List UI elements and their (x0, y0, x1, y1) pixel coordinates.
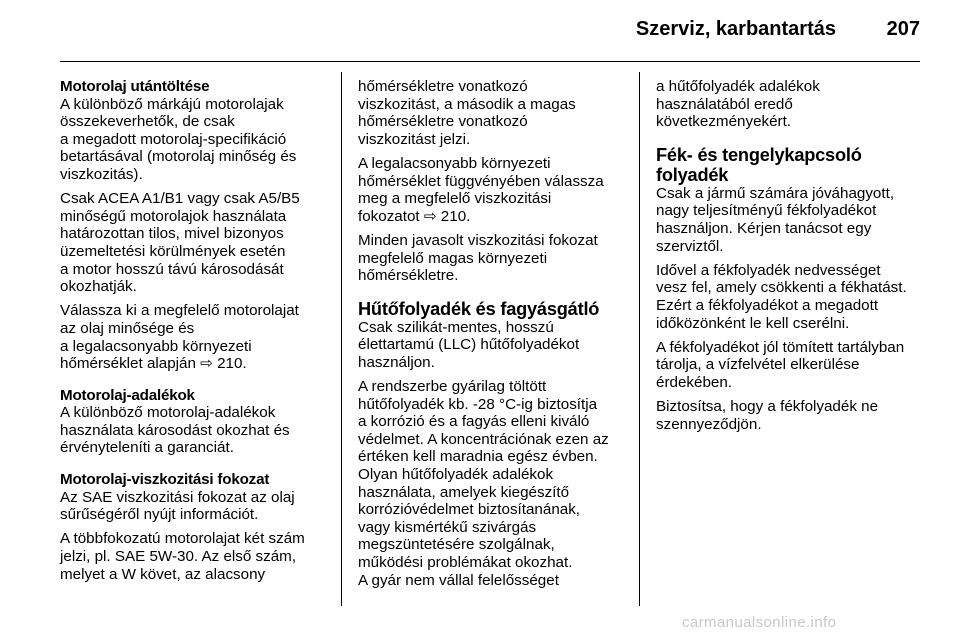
text-line: minőségű motorolajok használata (60, 207, 287, 225)
text-line: összekeverhetők, de csak (60, 113, 235, 131)
section-heading (60, 78, 330, 96)
paragraph-gap (358, 148, 628, 155)
paragraph-gap (60, 296, 330, 303)
text-line: vagy kismértékű szivárgás (358, 518, 537, 536)
text-line: Ezért a fékfolyadékot a megadott (656, 296, 879, 314)
text-line: Minden javasolt viszkozitási fokozat (358, 231, 598, 249)
text-line: okozhatják. (60, 278, 137, 296)
text-line: a megadott motorolaj-specifikáció (60, 130, 287, 148)
paragraph (656, 398, 926, 433)
text-line: Csak szilikát-mentes, hosszú (358, 318, 554, 336)
text-line: viszkozitást, a második a magas (358, 95, 576, 113)
paragraph-gap (60, 373, 330, 387)
paragraph-gap (60, 184, 330, 191)
section-heading (358, 299, 628, 319)
text-line: a legalacsonyabb környezeti (60, 337, 252, 355)
text-line: Válassza ki a megfelelő motorolajat (60, 302, 299, 320)
section-heading (60, 387, 330, 405)
text-line: használata károsodást okozhat és (60, 421, 290, 439)
text-line: Hűtőfolyadék és fagyásgátló (358, 298, 600, 319)
text-line: Fék- és tengelykapcsoló (656, 144, 862, 165)
paragraph (358, 232, 628, 285)
text-line: Motorolaj-viszkozitási fokozat (60, 471, 270, 489)
text-line: Csak ACEA A1/B1 vagy csak A5/B5 (60, 190, 300, 208)
watermark: carmanualsonline.info (682, 614, 837, 631)
text-line: üzemeltetési körülmények esetén (60, 242, 286, 260)
paragraph-gap (60, 457, 330, 471)
text-line: hőmérsékletre. (358, 267, 459, 285)
text-line: megfelelő magas környezeti (358, 249, 548, 267)
header-rule (60, 61, 920, 62)
text-line: hőmérséklet alapján ⇨ 210. (60, 355, 247, 373)
text-line: a korrózió és a fagyás elleni kiváló (358, 413, 590, 431)
text-line: Motorolaj-adalékok (60, 386, 195, 404)
paragraph-gap (656, 255, 926, 262)
paragraph-gap (60, 524, 330, 531)
paragraph-gap (656, 332, 926, 339)
text-line: használatából eredő (656, 95, 793, 113)
text-line: A különböző márkájú motorolajak (60, 95, 284, 113)
section-heading (60, 471, 330, 489)
page-title: Szerviz, karbantartás (635, 18, 836, 40)
text-line: szerviztől. (656, 237, 724, 255)
paragraph (656, 262, 926, 332)
paragraph-gap (358, 285, 628, 299)
text-line: határozottan tilos, mivel bizonyos (60, 225, 284, 243)
text-line: A különböző motorolaj-adalékok (60, 404, 276, 422)
text-line: tárolja, a vízfelvétel elkerülése (656, 356, 860, 374)
text-line: használata, amelyek kiegészítő (358, 483, 570, 501)
text-line: korrózióvédelmet biztosítanának, (358, 501, 581, 519)
text-line: a motor hosszú távú károsodását (60, 260, 284, 278)
text-line: A gyár nem vállal felelősséget (358, 571, 559, 589)
paragraph (358, 78, 628, 148)
column-divider-1 (341, 72, 342, 606)
paragraph (60, 489, 330, 524)
text-line: fokozatot ⇨ 210. (358, 207, 471, 225)
paragraph (656, 339, 926, 392)
text-column-3 (656, 78, 926, 433)
paragraph (60, 96, 330, 184)
text-line: vesz fel, amely csökkenti a fékhatást. (656, 279, 907, 297)
text-line: A többfokozatú motorolajat két szám (60, 530, 305, 548)
text-line: szennyeződjön. (656, 415, 762, 433)
text-line: A fékfolyadékot jól tömített tartályban (656, 338, 905, 356)
text-line: nagy teljesítményű fékfolyadékot (656, 202, 877, 220)
paragraph-gap (656, 131, 926, 145)
paragraph (358, 319, 628, 372)
paragraph (656, 78, 926, 131)
paragraph (60, 190, 330, 296)
page-number: 207 (886, 18, 920, 40)
text-line: jelzi, pl. SAE 5W-30. Az első szám, (60, 548, 297, 566)
text-line: folyadék (656, 164, 729, 185)
text-line: hőmérséklet függvényében válassza (358, 172, 604, 190)
text-line: az olaj minősége és (60, 319, 195, 337)
text-line: A legalacsonyabb környezeti (358, 154, 551, 172)
text-line: megszüntetésére szolgálnak, (358, 536, 555, 554)
text-line: élettartamú (LLC) hűtőfolyadékot (358, 336, 580, 354)
paragraph-gap (358, 372, 628, 379)
text-line: Csak a jármű számára jóváhagyott, (656, 184, 895, 202)
text-line: használjon. (358, 353, 435, 371)
paragraph (60, 302, 330, 372)
text-column-2 (358, 78, 628, 589)
text-line: Az SAE viszkozitási fokozat az olaj (60, 488, 295, 506)
paragraph-gap (656, 392, 926, 399)
text-line: használjon. Kérjen tanácsot egy (656, 219, 872, 237)
text-line: Idővel a fékfolyadék nedvességet (656, 261, 881, 279)
text-line: védelmet. A koncentrációnak ezen az (358, 430, 609, 448)
text-line: Motorolaj utántöltése (60, 78, 210, 95)
paragraph (358, 378, 628, 589)
text-line: érdekében. (656, 373, 732, 391)
text-line: a hűtőfolyadék adalékok (656, 78, 820, 95)
column-divider-2 (639, 72, 640, 606)
text-line: következményekért. (656, 113, 792, 131)
text-line: hűtőfolyadék kb. -28 °C-ig biztosítja (358, 395, 598, 413)
text-line: viszkozitást jelzi. (358, 130, 471, 148)
text-line: működési problémákat okozhat. (358, 554, 573, 572)
page-header (0, 0, 960, 62)
text-line: Biztosítsa, hogy a fékfolyadék ne (656, 398, 879, 416)
text-line: értéken kell maradnia egész évben. (358, 448, 598, 466)
text-line: időközönként le kell cserélni. (656, 314, 850, 332)
text-line: érvényteleníti a garanciát. (60, 439, 234, 457)
text-line: Olyan hűtőfolyadék adalékok (358, 466, 554, 484)
text-column-1 (60, 78, 330, 583)
paragraph (656, 185, 926, 255)
text-line: viszkozitás). (60, 165, 143, 183)
paragraph-gap (358, 225, 628, 232)
text-line: sűrűségéről nyújt információt. (60, 506, 259, 524)
text-line: A rendszerbe gyárilag töltött (358, 378, 547, 396)
text-line: hőmérsékletre vonatkozó (358, 78, 528, 95)
paragraph (60, 404, 330, 457)
paragraph (358, 155, 628, 225)
text-line: hőmérsékletre vonatkozó (358, 113, 528, 131)
text-line: melyet a W követ, az alacsony (60, 565, 266, 583)
section-heading (656, 145, 926, 185)
text-line: betartásával (motorolaj minőség és (60, 148, 297, 166)
paragraph (60, 530, 330, 583)
text-line: meg a megfelelő viszkozitási (358, 190, 552, 208)
